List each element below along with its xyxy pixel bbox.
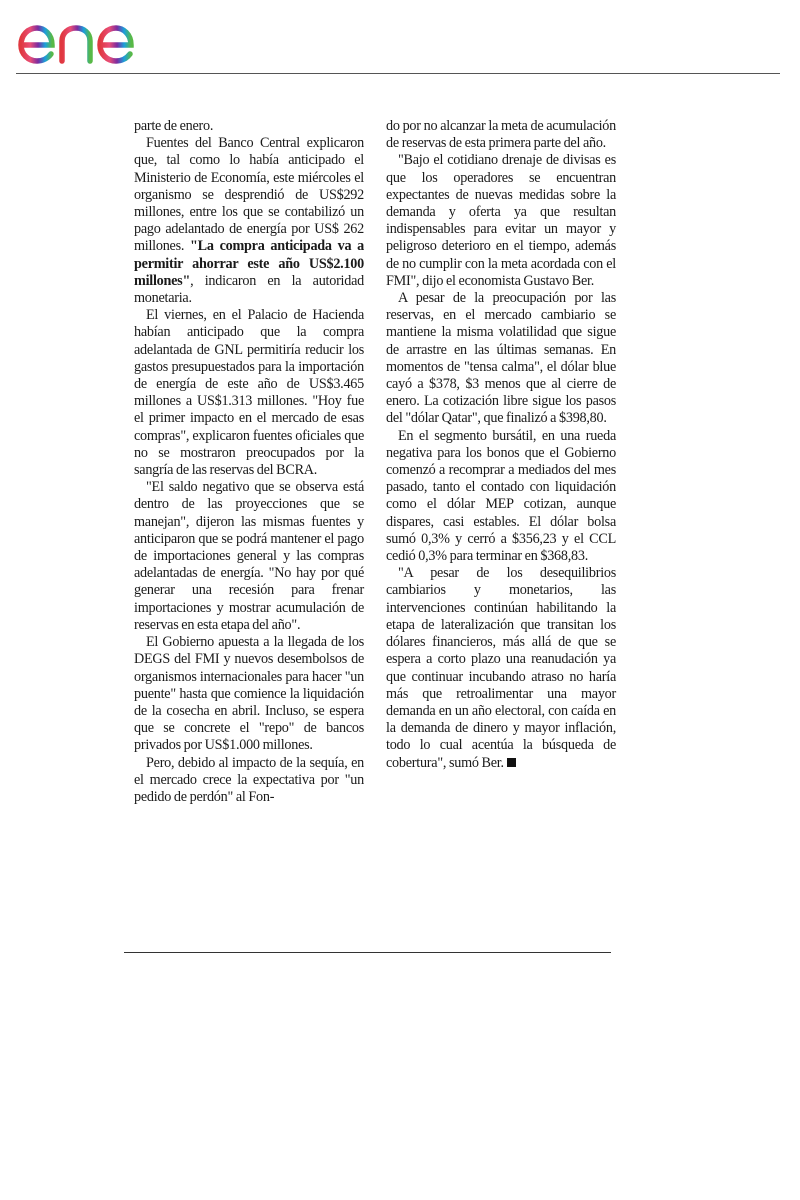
paragraph: A pesar de la preocupación por las reservas, en el mercado cambiario se mantiene la misma volatilidad que sigue de arrastre en las últimas semanas. En momentos de "tensa calma", el dólar blue cayó a $378, $3 menos que al cierre de enero. La cotización libre sigue los pasos del "dólar Qatar", que finalizó a $398,80. (386, 290, 616, 427)
paragraph-text: Fuentes del Banco Central explicaron que, tal como lo había anticipado el Ministerio de Economía, este miércoles el organismo se desprendió de US$292 millones, entre los que se contabilizó un pago adelantado de energía por US$ 262 millones. (134, 135, 364, 255)
paragraph: Pero, debido al impacto de la sequía, en el mercado crece la expectativa por "un pedido de perdón" al Fon- (134, 754, 364, 805)
paragraph: do por no alcanzar la meta de acumulación de reservas de esta primera parte del año. (386, 118, 616, 152)
footer-divider (124, 952, 611, 953)
bold-quote: "La compra anticipada va a permitir ahorrar este año US$2.100 millones" (134, 238, 365, 289)
paragraph: El viernes, en el Palacio de Hacienda habían anticipado que la compra adelantada de GNL permitiría reducir los gastos presupuestados para la importación de energía de este año de US$3.465 millones a US$1.313 millones. "Hoy fue el primer impacto en el mercado de esas compras", explicaron fuentes oficiales que no se mostraron preocupados por la sangría de las reservas del BCRA. (134, 307, 364, 479)
enel-logo (16, 14, 172, 68)
end-of-article-icon (507, 758, 516, 767)
paragraph-text: "A pesar de los desequilibrios cambiarios y monetarios, las intervenciones continúan habilitando la etapa de lateralización que transitan los dólares financieros, más allá de que se espera a corto plazo una reanudación ya que continuar incubando atraso no haría más que retroalimentar una mayor demanda en un año electoral, con caída en la demanda de dinero y mayor inflación, todo lo cual acentúa la búsqueda de cobertura", sumó Ber. (386, 565, 616, 771)
paragraph: El Gobierno apuesta a la llegada de los DEGS del FMI y nuevos desembolsos de organismos internacionales para hacer "un puente" hasta que comience la liquidación de la cosecha en abril. Incluso, se espera que se concrete el "repo" de bancos privados por US$1.000 millones. (134, 634, 364, 754)
paragraph (134, 135, 364, 307)
page-header (0, 0, 800, 76)
paragraph: "Bajo el cotidiano drenaje de divisas es que los operadores se encuentran expectantes de nuevas medidas sobre la demanda y oferta ya que resultan indispensables para evitar un mayor y peligroso deterioro en el tiempo, además de no cumplir con la meta acordada con el FMI", dijo el economista Gustavo Ber. (386, 152, 616, 289)
article-column-left (134, 118, 364, 908)
header-divider (16, 73, 780, 74)
paragraph (386, 565, 616, 771)
article-body (134, 118, 616, 908)
paragraph: parte de enero. (134, 118, 214, 134)
paragraph: "El saldo negativo que se observa está dentro de las proyecciones que se manejan", dijeron las mismas fuentes y anticiparon que se podrá mantener el pago de importaciones general y las compras adelantadas de energía. "No hay por qué generar una recesión para frenar importaciones y mostrar acumulación de reservas en esta etapa del año". (134, 479, 364, 633)
paragraph-text: , indicaron en la autoridad monetaria. (134, 272, 364, 307)
article-column-right (386, 118, 616, 908)
paragraph: En el segmento bursátil, en una rueda negativa para los bonos que el Gobierno comenzó a recomprar a mediados del mes pasado, tanto el contado con liquidación como el dólar MEP cotizan, aunque dispares, casi estables. El dólar bolsa sumó 0,3% y cerró a $356,23 y el CCL cedió 0,3% para terminar en $368,83. (386, 427, 616, 565)
